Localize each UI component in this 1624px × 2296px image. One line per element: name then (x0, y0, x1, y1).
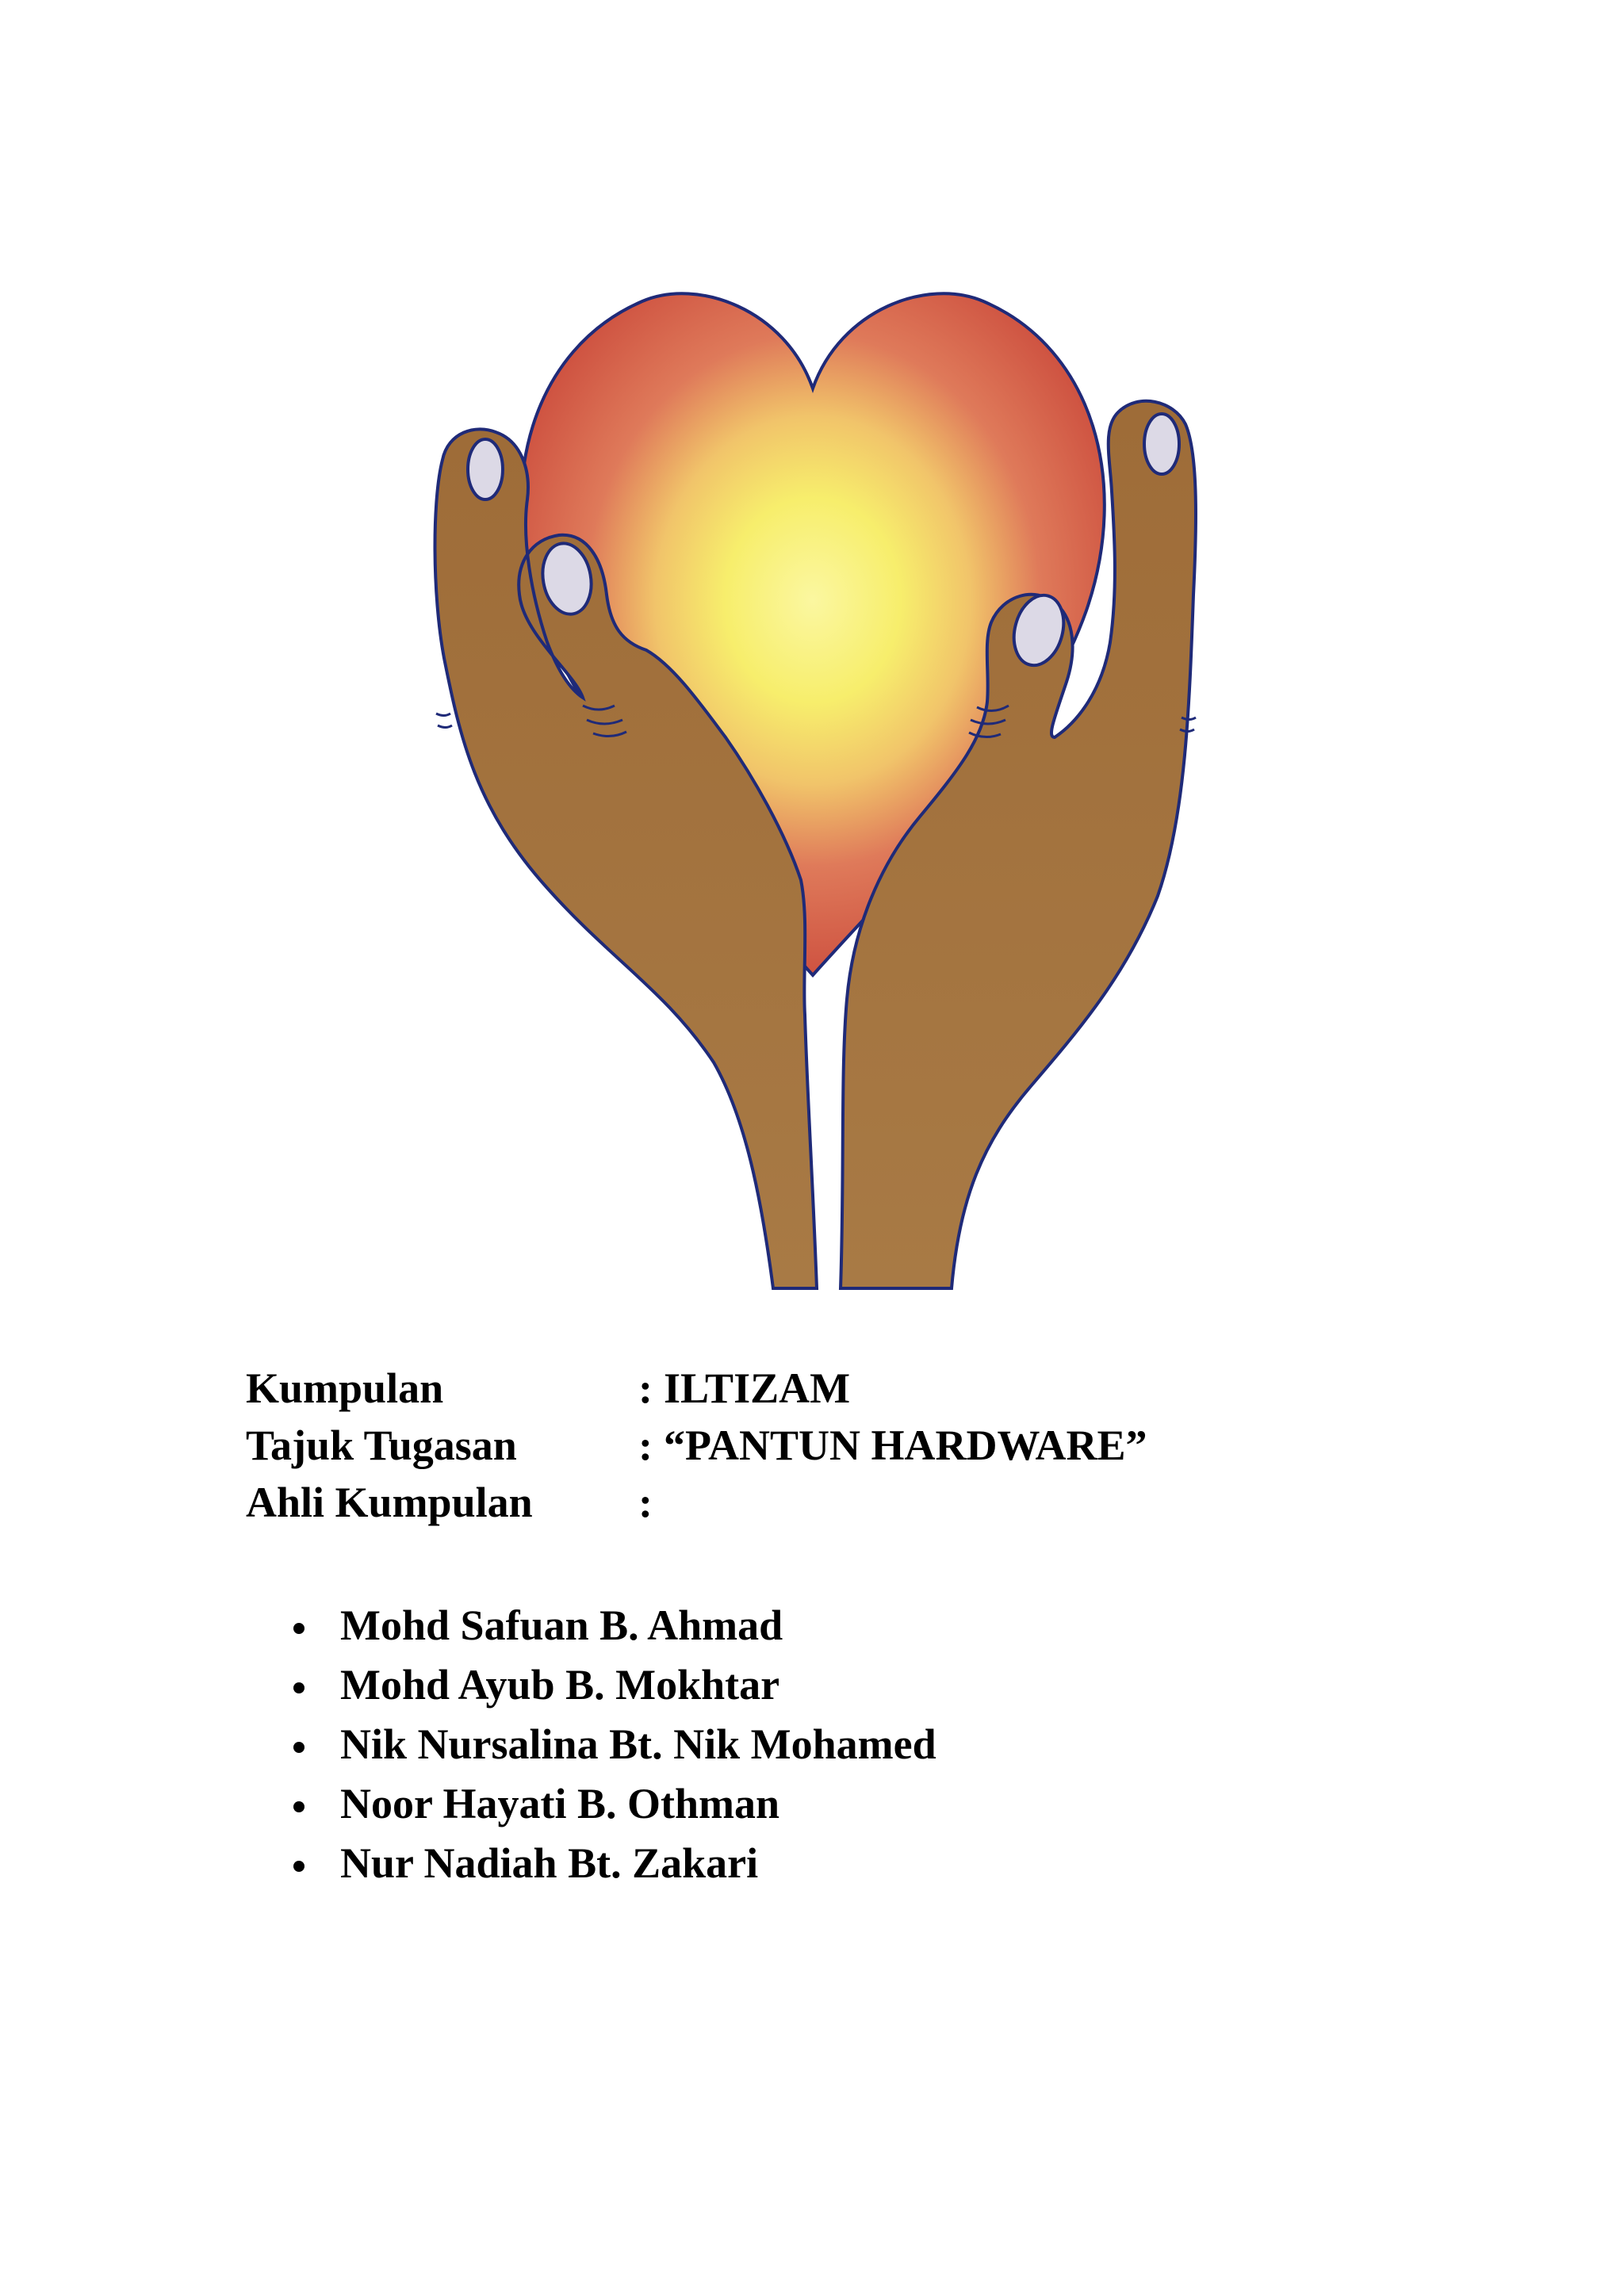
members-colon: : (638, 1479, 653, 1526)
title-value: “PANTUN HARDWARE” (663, 1422, 1147, 1469)
hands-holding-heart-illustration (412, 262, 1229, 1292)
group-row (246, 1360, 1147, 1417)
bullet-icon (293, 1861, 304, 1872)
list-item (293, 1655, 936, 1715)
member-name: Noor Hayati B. Othman (340, 1780, 780, 1827)
members-label: Ahli Kumpulan (246, 1479, 533, 1526)
list-item (293, 1596, 936, 1655)
list-item (293, 1834, 936, 1893)
bullet-icon (293, 1682, 304, 1693)
group-label: Kumpulan (246, 1364, 444, 1412)
members-row (246, 1474, 1147, 1531)
list-item (293, 1715, 936, 1774)
list-item (293, 1774, 936, 1834)
member-name: Mohd Ayub B. Mokhtar (340, 1661, 780, 1709)
left-index-nail (468, 439, 503, 499)
bullet-icon (293, 1742, 304, 1753)
bullet-icon (293, 1623, 304, 1634)
group-value: ILTIZAM (663, 1364, 851, 1412)
member-name: Mohd Safuan B. Ahmad (340, 1601, 783, 1649)
title-row (246, 1417, 1147, 1474)
hands-heart-icon (412, 262, 1229, 1292)
title-colon: : (638, 1422, 653, 1469)
group-info (246, 1360, 1147, 1531)
bullet-icon (293, 1801, 304, 1812)
member-name: Nur Nadiah Bt. Zakari (340, 1839, 759, 1887)
title-label: Tajuk Tugasan (246, 1422, 517, 1469)
member-list (293, 1596, 936, 1893)
group-colon: : (638, 1364, 653, 1412)
member-name: Nik Nursalina Bt. Nik Mohamed (340, 1720, 936, 1768)
right-index-nail (1144, 414, 1179, 474)
